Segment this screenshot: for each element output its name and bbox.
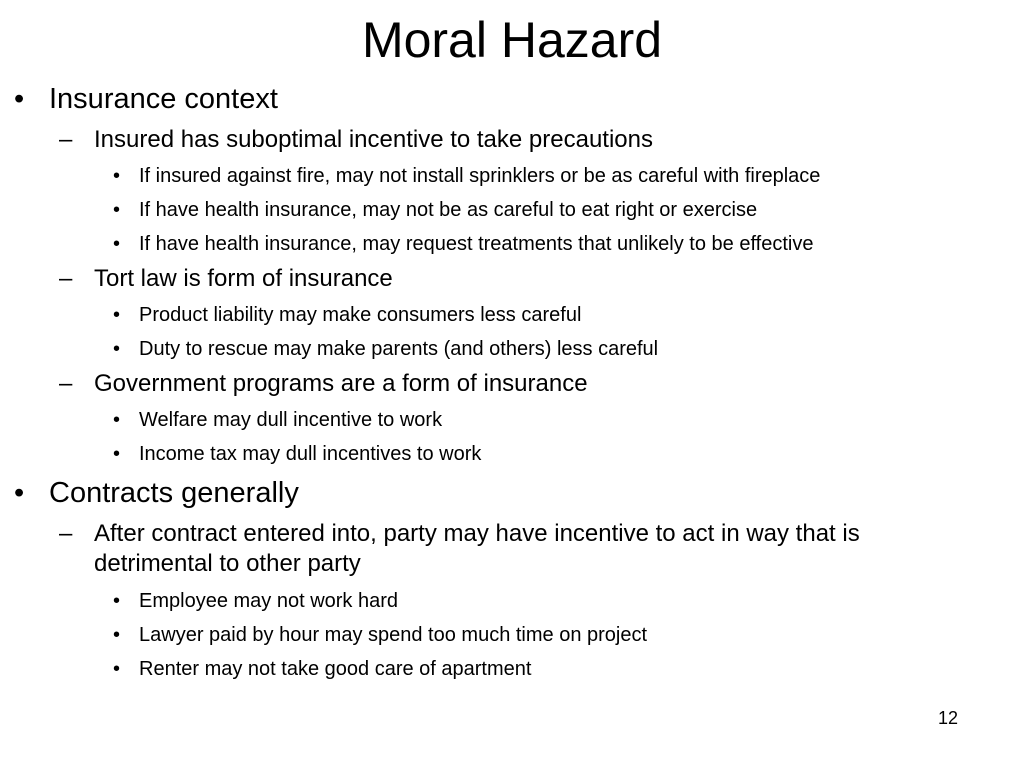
item-fire-insurance: If insured against fire, may not install sprinklers or be as careful with fireplace [139, 165, 821, 187]
bullet-marker: • [113, 590, 121, 612]
dash-marker: – [59, 520, 73, 547]
item-lawyer: Lawyer paid by hour may spend too much time on project [139, 624, 648, 646]
subpoint-tort-law: Tort law is form of insurance [94, 265, 393, 292]
item-employee: Employee may not work hard [139, 590, 399, 612]
section-heading-contracts-generally: Contracts generally [49, 477, 299, 509]
item-duty-to-rescue: Duty to rescue may make parents (and others) less careful [139, 338, 659, 360]
bullet-marker: • [113, 199, 121, 221]
subpoint-government-programs: Government programs are a form of insurance [94, 370, 588, 397]
item-product-liability: Product liability may make consumers less careful [139, 304, 582, 326]
dash-marker: – [59, 126, 73, 153]
bullet-marker: • [113, 658, 121, 680]
bullet-marker: • [113, 624, 121, 646]
item-health-treatments: If have health insurance, may request treatments that unlikely to be effective [139, 233, 814, 255]
bullet-marker: • [113, 233, 121, 255]
bullet-marker: • [113, 338, 121, 360]
item-welfare: Welfare may dull incentive to work [139, 409, 443, 431]
section-heading-insurance-context: Insurance context [49, 83, 278, 115]
bullet-marker: • [113, 165, 121, 187]
bullet-marker: • [113, 443, 121, 465]
page-number: 12 [938, 708, 959, 728]
subpoint-insured-incentive: Insured has suboptimal incentive to take precautions [94, 126, 653, 153]
dash-marker: – [59, 370, 73, 397]
subpoint-after-contract-line1: After contract entered into, party may have incentive to act in way that is [94, 520, 860, 547]
bullet-marker: • [14, 83, 25, 115]
bullet-marker: • [14, 477, 25, 509]
bullet-marker: • [113, 409, 121, 431]
bullet-marker: • [113, 304, 121, 326]
item-health-eat-right: If have health insurance, may not be as careful to eat right or exercise [139, 199, 758, 221]
slide-title: Moral Hazard [361, 12, 663, 68]
item-income-tax: Income tax may dull incentives to work [139, 443, 482, 465]
subpoint-after-contract-line2: detrimental to other party [94, 550, 361, 577]
item-renter: Renter may not take good care of apartment [139, 658, 532, 680]
dash-marker: – [59, 265, 73, 292]
